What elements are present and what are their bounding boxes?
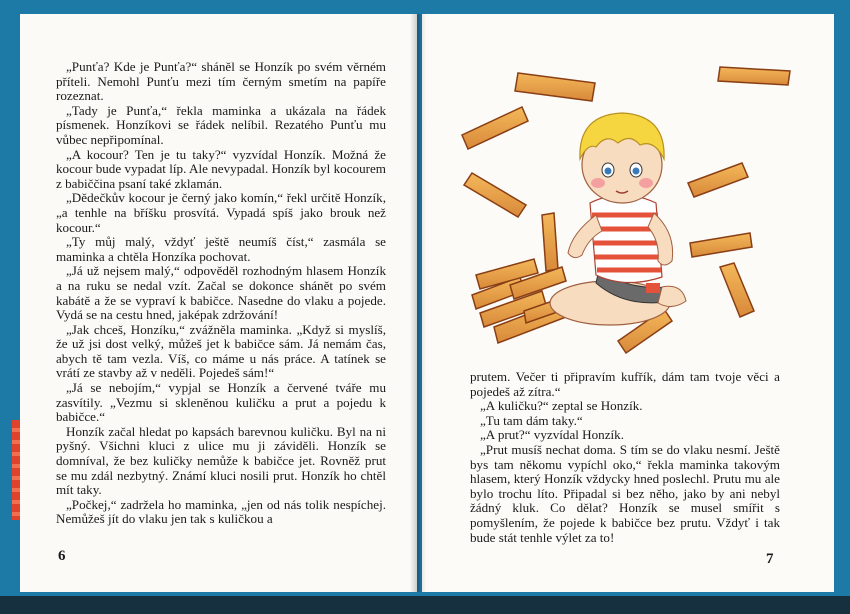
left-page-text [56, 60, 386, 527]
boy-figure [550, 113, 686, 325]
boy-with-blocks-illustration [450, 55, 820, 365]
paragraph: „Tady je Punťa,“ řekla maminka a ukázala na řádek písmenek. Honzíkovi se řádek nelíbil. Rezatého Punťu mu vůbec nepřipomínal. [56, 102, 386, 147]
paragraph: Honzík začal hledat po kapsách barevnou kuličku. Byl na ni pyšný. Všichni kluci z ulice mu ji záviděli. Honzík se domníval, že bez kuličky nemůže k babičce jet. Rovněž prut se mu zdál nezbytný. Známí kluci nosili prut. Honzík ho chtěl mít taky. [56, 423, 386, 498]
paragraph: „A kuličku?“ zeptal se Honzík. [480, 398, 643, 414]
paragraph: „A prut?“ vyzvídal Honzík. [480, 427, 624, 443]
paragraph: „Ty můj malý, vždyť ještě neumíš číst,“ zasmála se maminka a chtěla Honzíka pochovat. [56, 234, 386, 264]
paragraph: prutem. Večer ti připravím kufřík, dám tam tvoje věci a pojedeš až zítra.“ [470, 369, 780, 399]
paragraph: „Počkej,“ zadržela ho maminka, „jen od nás tolik nespíchej. Nemůžeš jít do vlaku jen tak s kuličkou a [56, 496, 386, 527]
paragraph: „A kocour? Ten je tu taky?“ vyzvídal Honzík. Možná že kocour bude vypadat líp. Ale nevypadal. Honzík byl kocourem z babiččina psaní také zklamán. [56, 146, 386, 191]
table-surface [0, 596, 850, 614]
page-number-left: 6 [58, 548, 66, 564]
paragraph: „Já už nejsem malý,“ odpověděl rozhodným hlasem Honzík a na ruku se nedal vzít. Začal se dokonce shánět po svém kabátě a že se vypraví k babičce. Nasedne do vlaku a pojede. Vydá se na cestu hned, jaképak zdržování! [56, 263, 386, 323]
paragraph: „Jak chceš, Honzíku,“ zvážněla maminka. „Když si myslíš, že už jsi dost velký, můžeš jet k babičce sám. Já nemám čas, abych tě tam vezla. Víš, co máme u nás práce. A tatínek se vrátí ze stavby až v neděli. Pojedeš sám!“ [56, 321, 386, 381]
paragraph: „Dědečkův kocour je černý jako komín,“ řekl určitě Honzík, „a tenhle na bříšku prosvítá. Vypadá spíš jako brouk než kocour.“ [56, 190, 386, 235]
paragraph: „Já se nebojím,“ vypjal se Honzík a červené tváře mu zasvítily. „Vezmu si skleněnou kuličku a prut a pojedu k babičce.“ [56, 380, 386, 425]
right-page-text [470, 370, 780, 545]
page-number-right: 7 [766, 551, 774, 567]
paragraph: „Punťa? Kde je Punťa?“ sháněl se Honzík po svém věrném příteli. Nemohl Punťu mezi tím černým smetím na papíře rozeznat. [56, 59, 386, 104]
paragraph: „Tu tam dám taky.“ [480, 412, 583, 428]
paragraph: „Prut musíš nechat doma. S tím se do vlaku nesmí. Ještě bys tam někomu vypíchl oko,“ řekla maminka takovým hlasem, který Honzík vždycky hned poslechl. Prutu mu ale bylo trochu líto. Připadal si bez něho, jako by ani nebyl žádný kluk. Co dělat? Honzík se musel smířit s pomyšlením, že pojede k babičce bez prutu. Vždyť i tak bude stát tenhle výlet za to! [470, 441, 780, 545]
book-gutter [410, 14, 426, 592]
